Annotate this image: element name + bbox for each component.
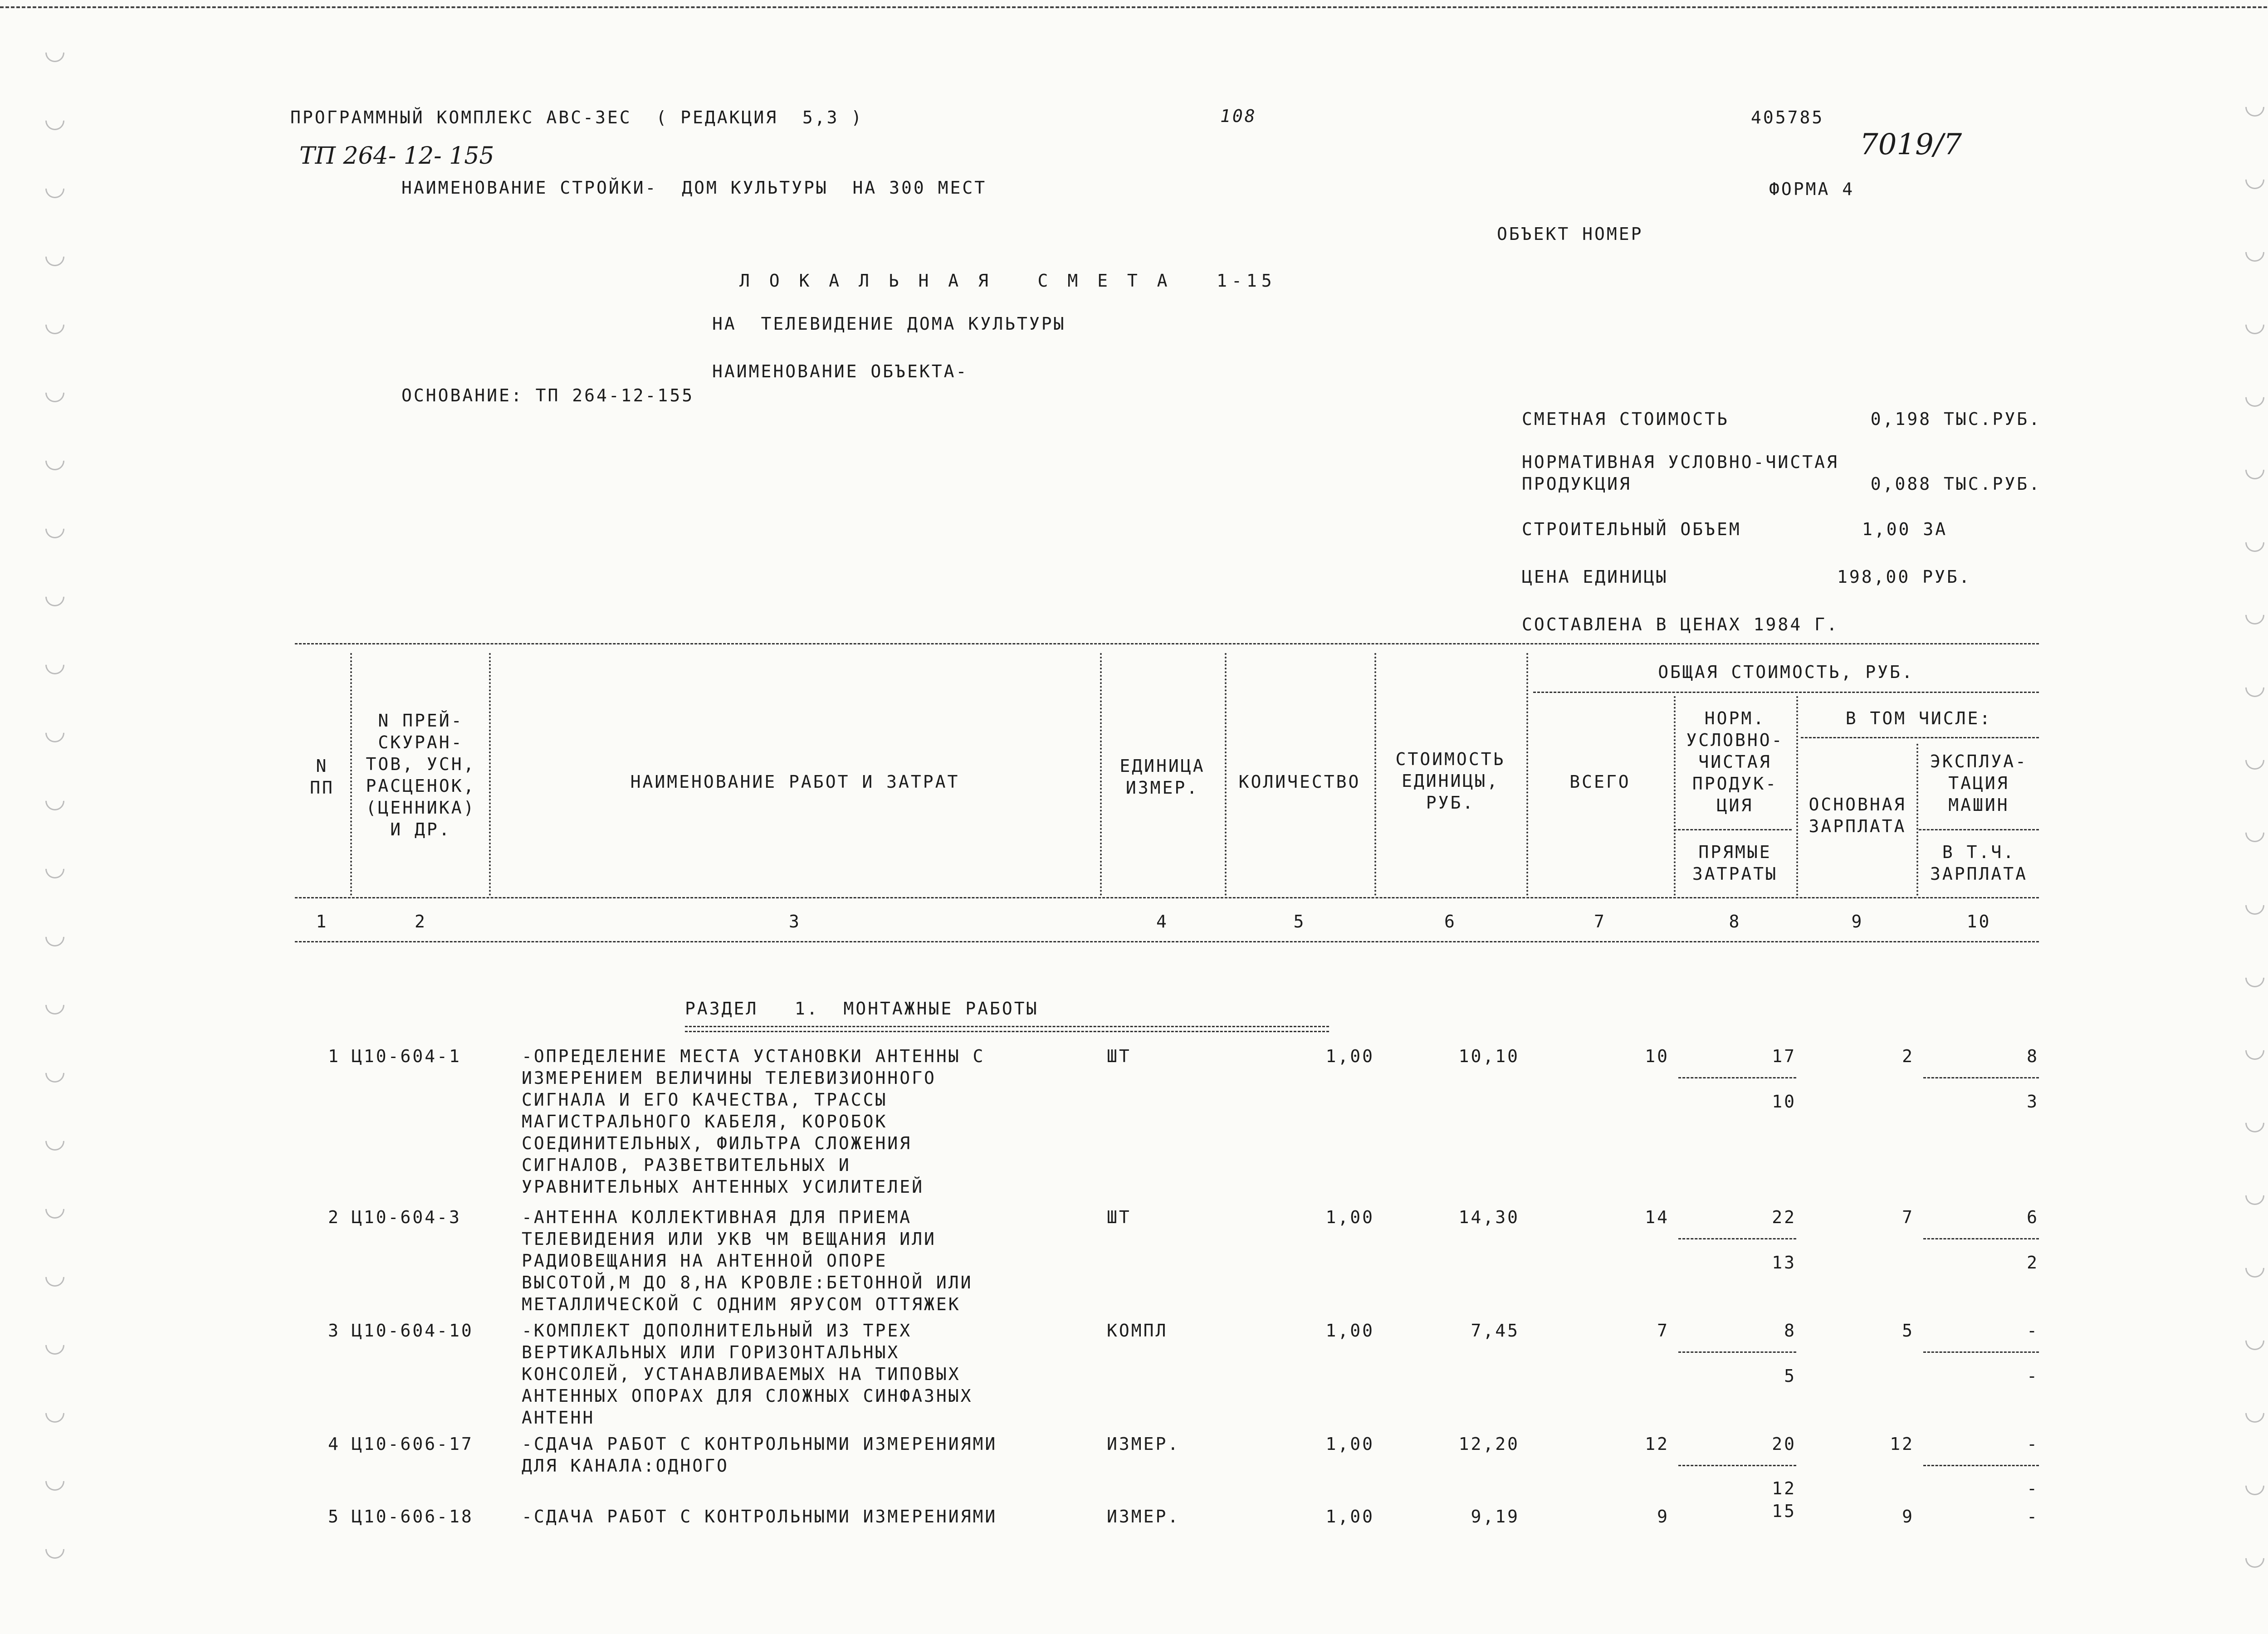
row-norm-product: 15 <box>1772 1501 1796 1521</box>
row-quantity: 1,00 <box>1325 1434 1374 1454</box>
row-number: 4 <box>328 1434 340 1454</box>
column-divider <box>1526 653 1528 896</box>
feed-hole-icon <box>41 107 68 134</box>
row-unit-price: 10,10 <box>1458 1046 1520 1066</box>
header-incl: В ТОМ ЧИСЛЕ: <box>1845 708 1992 728</box>
row-unit-price: 14,30 <box>1458 1207 1520 1227</box>
feed-hole-icon <box>41 583 68 610</box>
row-split-rule <box>1678 1077 1796 1078</box>
row-direct-costs: 13 <box>1772 1253 1796 1273</box>
feed-hole-icon <box>41 651 68 678</box>
feed-hole-icon <box>41 1468 68 1494</box>
feed-hole-icon <box>41 787 68 814</box>
construction-name: НАИМЕНОВАНИЕ СТРОЙКИ- ДОМ КУЛЬТУРЫ НА 300 МЕСТ <box>401 178 987 198</box>
row-unit-price: 7,45 <box>1471 1321 1520 1341</box>
section-underline <box>685 1026 1329 1032</box>
feed-hole-icon <box>41 311 68 338</box>
feed-hole-icon <box>2241 819 2268 846</box>
row-machine-operation: 8 <box>2027 1046 2039 1066</box>
row-unit-price: 12,20 <box>1458 1434 1520 1454</box>
row-code: Ц10-606-17 <box>352 1434 474 1454</box>
header-col10-bottom: В Т.Ч. ЗАРПЛАТА <box>1930 842 2028 884</box>
row-machine-operation: 6 <box>2027 1207 2039 1227</box>
row-machine-salary: - <box>2027 1366 2039 1386</box>
row-total: 14 <box>1645 1207 1669 1227</box>
feed-hole-icon <box>2241 1254 2268 1281</box>
row-base-salary: 2 <box>1902 1046 1914 1066</box>
row-code: Ц10-606-18 <box>352 1507 474 1527</box>
row-split-rule <box>1923 1465 2039 1466</box>
feed-hole-icon <box>41 923 68 950</box>
row-description: -ОПРЕДЕЛЕНИЕ МЕСТА УСТАНОВКИ АНТЕННЫ С ИЗМЕРЕНИЕМ ВЕЛИЧИНЫ ТЕЛЕВИЗИОННОГО СИГНАЛА И ЕГО КАЧЕСТВА, ТРАССЫ МАГИСТРАЛЬНОГО КАБЕЛЯ, КОРОБОК СОЕДИНИТЕЛЬНЫХ, ФИЛЬТРА СЛОЖЕНИЯ СИГНАЛОВ, РАЗВЕТВИТЕЛЬНЫХ И УРАВНИТЕЛЬНЫХ АНТЕННЫХ УСИЛИТЕЛЕЙ <box>522 1046 985 1197</box>
normative-product-value: 0,088 ТЫС.РУБ. <box>1870 474 2041 494</box>
column-number: 3 <box>789 912 801 932</box>
header-col10-top: ЭКСПЛУА- ТАЦИЯ МАШИН <box>1930 751 2028 815</box>
row-description: -СДАЧА РАБОТ С КОНТРОЛЬНЫМИ ИЗМЕРЕНИЯМИ ДЛЯ КАНАЛА:ОДНОГО <box>522 1434 997 1476</box>
feed-hole-icon <box>41 1400 68 1426</box>
row-norm-product: 20 <box>1772 1434 1796 1454</box>
row-machine-operation: - <box>2027 1434 2039 1454</box>
header-col9: ОСНОВНАЯ ЗАРПЛАТА <box>1809 795 1906 836</box>
feed-hole-icon <box>2241 1400 2268 1426</box>
estimated-cost-value: 0,198 ТЫС.РУБ. <box>1870 409 2041 429</box>
column-number: 1 <box>316 912 328 932</box>
row-description: -СДАЧА РАБОТ С КОНТРОЛЬНЫМИ ИЗМЕРЕНИЯМИ <box>522 1507 997 1527</box>
feed-hole-icon <box>2241 93 2268 120</box>
feed-hole-icon <box>2241 166 2268 193</box>
header-col2: N ПРЕЙ- СКУРАН- ТОВ, УСН, РАСЦЕНОК, (ЦЕННИКА) И ДР. <box>366 711 476 839</box>
column-divider <box>1100 653 1102 896</box>
estimated-cost-label: СМЕТНАЯ СТОИМОСТЬ <box>1522 409 1729 429</box>
basis-line: ОСНОВАНИЕ: ТП 264-12-155 <box>401 385 694 405</box>
header-col3: НАИМЕНОВАНИЕ РАБОТ И ЗАТРАТ <box>630 772 960 792</box>
header-col4: ЕДИНИЦА ИЗМЕР. <box>1119 756 1205 798</box>
row-norm-product: 17 <box>1772 1046 1796 1066</box>
unit-price-value: 198,00 РУБ. <box>1837 567 1971 587</box>
feed-hole-icon <box>41 1332 68 1358</box>
row-total: 10 <box>1645 1046 1669 1066</box>
row-split-rule <box>1678 1465 1796 1466</box>
column-divider <box>489 653 491 896</box>
col8-split-rule <box>1674 829 1792 830</box>
feed-hole-icon <box>2241 746 2268 773</box>
row-split-rule <box>1678 1351 1796 1353</box>
page-number: 108 <box>1220 106 1257 126</box>
row-total: 12 <box>1645 1434 1669 1454</box>
column-number: 10 <box>1966 912 1991 932</box>
feed-hole-icon <box>41 447 68 474</box>
feed-hole-icon <box>2241 601 2268 628</box>
feed-hole-icon <box>41 175 68 202</box>
row-norm-product: 22 <box>1772 1207 1796 1227</box>
row-unit-price: 9,19 <box>1471 1507 1520 1527</box>
row-quantity: 1,00 <box>1325 1046 1374 1066</box>
feed-hole-icon <box>41 991 68 1018</box>
feed-hole-icon <box>2241 1472 2268 1499</box>
feed-hole-icon <box>2241 384 2268 410</box>
column-divider <box>1374 653 1376 896</box>
row-machine-salary: 2 <box>2027 1253 2039 1273</box>
row-code: Ц10-604-10 <box>352 1321 474 1341</box>
row-norm-product: 8 <box>1784 1321 1796 1341</box>
row-total: 9 <box>1657 1507 1669 1527</box>
column-divider <box>1225 653 1227 896</box>
feed-hole-icon <box>2241 1327 2268 1354</box>
row-direct-costs: 12 <box>1772 1478 1796 1498</box>
header-total-group: ОБЩАЯ СТОИМОСТЬ, РУБ. <box>1658 662 1914 682</box>
building-volume-label: СТРОИТЕЛЬНЫЙ ОБЪЕМ <box>1522 519 1741 539</box>
row-description: -АНТЕННА КОЛЛЕКТИВНАЯ ДЛЯ ПРИЕМА ТЕЛЕВИДЕНИЯ ИЛИ УКВ ЧМ ВЕЩАНИЯ ИЛИ РАДИОВЕЩАНИЯ НА АНТЕННОЙ ОПОРЕ ВЫСОТОЙ,М ДО 8,НА КРОВЛЕ:БЕТОННОЙ ИЛИ МЕТАЛЛИЧЕСКОЙ С ОДНИМ ЯРУСОМ ОТТЯЖЕК <box>522 1207 973 1314</box>
row-split-rule <box>1678 1238 1796 1239</box>
column-divider <box>350 653 352 896</box>
feed-hole-icon <box>2241 964 2268 991</box>
feed-hole-icon <box>41 1536 68 1562</box>
perforation-top-edge <box>0 6 2268 8</box>
feed-hole-icon <box>2241 1182 2268 1209</box>
row-quantity: 1,00 <box>1325 1321 1374 1341</box>
column-number: 8 <box>1729 912 1741 932</box>
feed-hole-icon <box>41 39 68 66</box>
table-header-bottom-rule <box>295 897 2039 898</box>
document-code: 405785 <box>1751 107 1824 127</box>
feed-hole-icon <box>2241 311 2268 338</box>
feed-hole-icon <box>2241 1109 2268 1136</box>
document-title: Л О К А Л Ь Н А Я С М Е Т А 1-15 <box>739 271 1276 291</box>
row-machine-operation: - <box>2027 1507 2039 1527</box>
feed-hole-icon <box>41 243 68 270</box>
normative-product-label-1: НОРМАТИВНАЯ УСЛОВНО-ЧИСТАЯ <box>1522 452 1839 472</box>
row-quantity: 1,00 <box>1325 1207 1374 1227</box>
object-name-label: НАИМЕНОВАНИЕ ОБЪЕКТА- <box>712 361 968 381</box>
total-group-rule <box>1533 692 2039 693</box>
header-col8-bottom: ПРЯМЫЕ ЗАТРАТЫ <box>1692 842 1778 884</box>
section-title: РАЗДЕЛ 1. МОНТАЖНЫЕ РАБОТЫ <box>685 999 1039 1019</box>
row-unit: ШТ <box>1107 1046 1131 1066</box>
row-number: 5 <box>328 1507 340 1527</box>
column-divider <box>1916 744 1918 896</box>
document-subtitle: НА ТЕЛЕВИДЕНИЕ ДОМА КУЛЬТУРЫ <box>712 314 1066 334</box>
row-quantity: 1,00 <box>1325 1507 1374 1527</box>
row-split-rule <box>1923 1077 2039 1078</box>
feed-hole-icon <box>2241 674 2268 701</box>
column-divider <box>1796 696 1798 896</box>
row-direct-costs: 10 <box>1772 1092 1796 1112</box>
feed-hole-icon <box>41 515 68 542</box>
row-unit: ИЗМЕР. <box>1107 1507 1180 1527</box>
feed-hole-icon <box>2241 892 2268 918</box>
header-col1: N ПП <box>310 756 334 798</box>
feed-hole-icon <box>41 1059 68 1086</box>
feed-hole-icon <box>41 379 68 406</box>
header-col5: КОЛИЧЕСТВО <box>1238 772 1361 792</box>
row-total: 7 <box>1657 1321 1669 1341</box>
row-base-salary: 5 <box>1902 1321 1914 1341</box>
feed-hole-icon <box>41 1127 68 1154</box>
feed-hole-icon <box>41 719 68 746</box>
column-number: 4 <box>1156 912 1168 932</box>
row-number: 1 <box>328 1046 340 1066</box>
column-number: 9 <box>1851 912 1864 932</box>
handwritten-project-number: ТП 264- 12- 155 <box>299 142 494 170</box>
row-machine-salary: 3 <box>2027 1092 2039 1112</box>
row-base-salary: 7 <box>1902 1207 1914 1227</box>
feed-hole-icon <box>2241 1545 2268 1571</box>
feed-hole-icon <box>41 1263 68 1290</box>
form-number: ФОРМА 4 <box>1769 179 1855 199</box>
handwritten-document-number: 7019/7 <box>1860 128 1962 161</box>
row-description: -КОМПЛЕКТ ДОПОЛНИТЕЛЬНЫЙ ИЗ ТРЕХ ВЕРТИКАЛЬНЫХ ИЛИ ГОРИЗОНТАЛЬНЫХ КОНСОЛЕЙ, УСТАНАВЛИВАЕМЫХ НА ТИПОВЫХ АНТЕННЫХ ОПОРАХ ДЛЯ СЛОЖНЫХ СИНФАЗНЫХ АНТЕНН <box>522 1321 973 1428</box>
column-number: 5 <box>1293 912 1306 932</box>
feed-hole-icon <box>2241 456 2268 483</box>
normative-product-label-2: ПРОДУКЦИЯ <box>1522 474 1632 494</box>
incl-group-rule <box>1801 737 2039 738</box>
table-top-rule <box>295 643 2039 644</box>
row-code: Ц10-604-3 <box>352 1207 461 1227</box>
feed-hole-icon <box>2241 1037 2268 1063</box>
unit-price-label: ЦЕНА ЕДИНИЦЫ <box>1522 567 1668 587</box>
column-number: 6 <box>1444 912 1457 932</box>
row-machine-salary: - <box>2027 1478 2039 1498</box>
col10-split-rule <box>1919 829 2039 830</box>
header-col6: СТОИМОСТЬ ЕДИНИЦЫ, РУБ. <box>1395 749 1505 813</box>
program-line: ПРОГРАММНЫЙ КОМПЛЕКС АВС-ЗЕС ( РЕДАКЦИЯ 5,3 ) <box>290 107 864 127</box>
feed-hole-icon <box>2241 529 2268 556</box>
row-number: 3 <box>328 1321 340 1341</box>
column-divider <box>1674 696 1676 896</box>
feed-hole-icon <box>2241 239 2268 265</box>
row-number: 2 <box>328 1207 340 1227</box>
feed-hole-icon <box>41 1195 68 1222</box>
row-base-salary: 9 <box>1902 1507 1914 1527</box>
column-number: 2 <box>415 912 427 932</box>
row-unit: КОМПЛ <box>1107 1321 1168 1341</box>
row-direct-costs: 5 <box>1784 1366 1796 1386</box>
row-code: Ц10-604-1 <box>352 1046 461 1066</box>
column-number: 7 <box>1594 912 1606 932</box>
feed-hole-icon <box>41 855 68 882</box>
price-base-year: СОСТАВЛЕНА В ЦЕНАХ 1984 Г. <box>1522 615 1839 634</box>
row-base-salary: 12 <box>1890 1434 1914 1454</box>
building-volume-value: 1,00 ЗА <box>1862 519 1948 539</box>
header-col7: ВСЕГО <box>1569 772 1631 792</box>
row-machine-operation: - <box>2027 1321 2039 1341</box>
row-unit: ШТ <box>1107 1207 1131 1227</box>
table-number-row-rule <box>295 941 2039 942</box>
object-number-label: ОБЪЕКТ НОМЕР <box>1497 224 1643 244</box>
row-split-rule <box>1923 1351 2039 1353</box>
header-col8-top: НОРМ. УСЛОВНО- ЧИСТАЯ ПРОДУК- ЦИЯ <box>1686 708 1784 815</box>
row-split-rule <box>1923 1238 2039 1239</box>
row-unit: ИЗМЕР. <box>1107 1434 1180 1454</box>
